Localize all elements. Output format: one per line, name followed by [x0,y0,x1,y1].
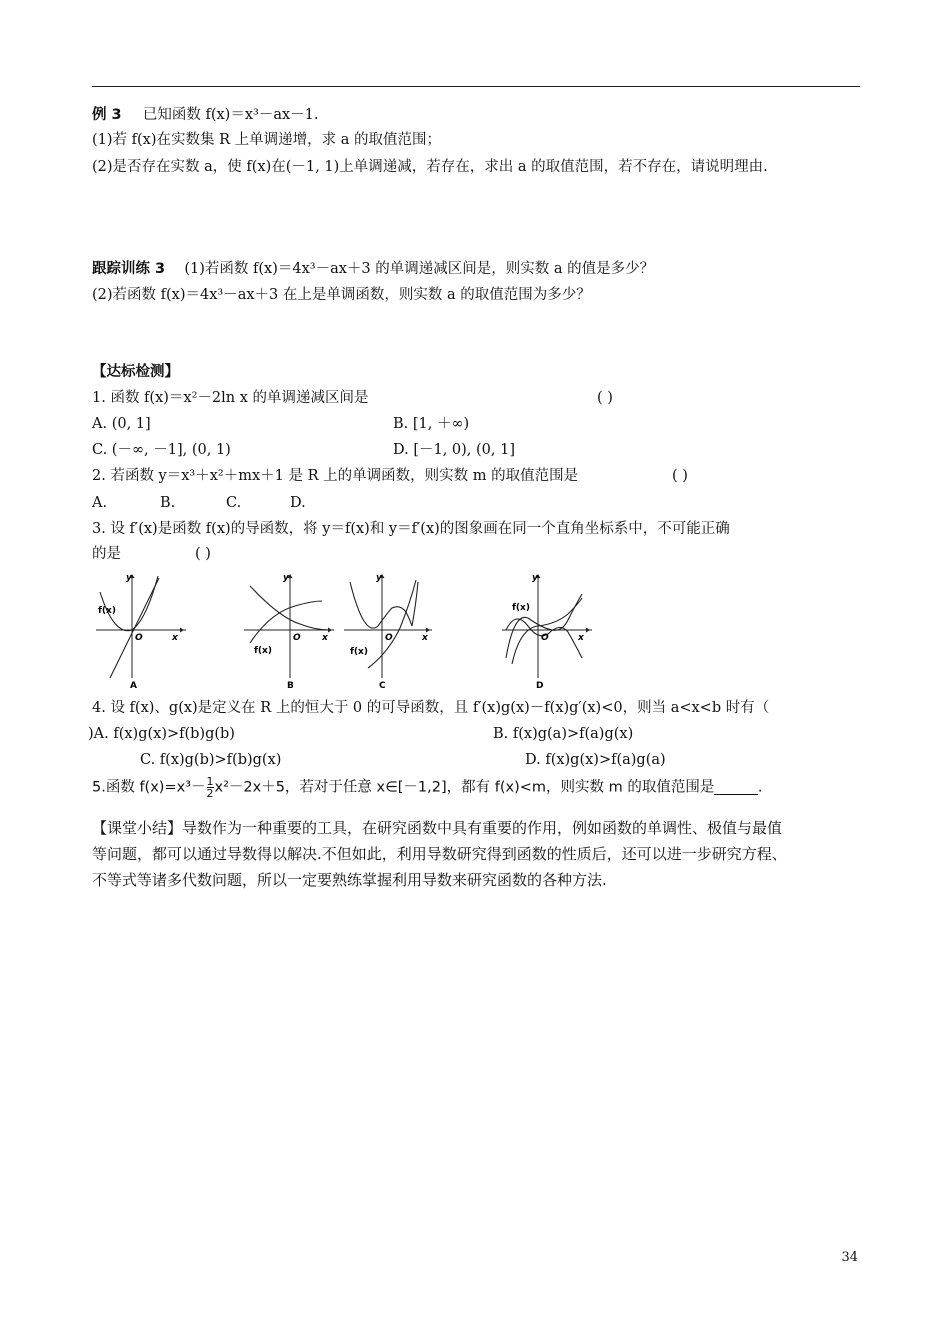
graph-c-label: C [379,681,386,690]
page-number: 34 [841,1250,858,1265]
problem1-paren: ( ) [597,390,613,406]
problem4-option-b: B. f(x)g(a)>f(a)g(x) [493,726,634,742]
problem1-stem-line [92,388,852,408]
graph-b-x-label: x [322,633,328,643]
graph-c-x-label: x [422,633,428,643]
problem3-paren: ( ) [195,546,211,562]
graph-b [240,568,340,690]
graph-d-label: D [536,681,544,690]
graph-d [498,568,598,690]
example3-stem-line [92,105,318,125]
practice3-q2: (2)若函数 f(x)＝4x³－ax＋3 在上是单调函数，则实数 a 的取值范围为多少？ [92,287,591,303]
problem1-option-d: D. [－1, 0), (0, 1] [393,442,516,458]
graph-c [338,568,438,690]
graph-d-x-label: x [578,633,584,643]
graph-c-fx-label: f(x) [350,647,368,657]
example3-q1: (1)若 f(x)在实数集 R 上单调递增，求 a 的取值范围； [92,132,442,148]
graph-b-fx-label: f(x) [254,646,272,656]
problem1-option-c: C. (－∞, －1], (0, 1) [92,442,231,458]
problem2-stem: 2. 若函数 y＝x³＋x²＋mx＋1 是 R 上的单调函数，则实数 m 的取值范围是 [92,468,579,484]
header-rule [92,86,860,87]
graph-b-y-label: y [283,573,289,583]
graph-c-y-label: y [376,573,382,583]
graph-a-y-label: y [126,573,132,583]
graph-a [92,568,192,690]
problem5-fraction [207,776,214,799]
problem1-option-b: B. [1, ＋∞) [393,416,470,432]
problem4-option-c: C. f(x)g(b)>f(b)g(x) [140,752,282,768]
problem2-option-c: C. [226,495,242,511]
graph-d-y-label: y [532,573,538,583]
problem5-post: x²－2x＋5，若对于任意 x∈[－1,2]，都有 f(x)<m，则实数 m 的取值范围是______. [214,779,763,796]
problem2-paren: ( ) [672,468,688,484]
example3-stem: 已知函数 f(x)＝x³－ax－1. [142,107,319,123]
problem4-option-a: )A. f(x)g(x)>f(b)g(b) [88,726,235,742]
problem5-line [92,776,762,799]
graph-b-origin: O [293,633,301,643]
graph-c-origin: O [385,633,393,643]
problem2-stem-line [92,466,852,486]
problem2-option-b: B. [160,495,176,511]
practice3-heading: 跟踪训练 3 [92,261,166,277]
problem3-stem2: 的是 [92,546,121,562]
summary-line1: 【课堂小结】导数作为一种重要的工具，在研究函数中具有重要的作用，例如函数的单调性、极值与最值 [92,819,783,837]
problem3-stem2-line [92,544,392,564]
summary-line2: 等问题，都可以通过导数得以解决.不但如此，利用导数研究得到函数的性质后，还可以进一步研究方程、 [92,845,787,863]
summary-line3: 不等式等诸多代数问题，所以一定要熟练掌握利用导数来研究函数的各种方法. [92,871,607,889]
graph-a-label: A [130,681,137,690]
problem5-frac-num: 1 [206,775,214,788]
problem4-option-d: D. f(x)g(x)>f(a)g(a) [525,752,666,768]
graph-d-origin: O [541,633,549,643]
graph-a-fx-label: f(x) [98,606,116,616]
practice3-q1: (1)若函数 f(x)＝4x³－ax＋3 的单调递减区间是，则实数 a 的值是多少？ [184,261,655,277]
check-heading: 【达标检测】 [92,364,179,380]
problem1-option-a: A. (0, 1] [92,416,151,432]
problem5-pre: 5.函数 f(x)=x³－ [92,779,206,796]
problem3-stem1: 3. 设 f′(x)是函数 f(x)的导函数，将 y＝f(x)和 y＝f′(x)的图象画在同一个直角坐标系中，不可能正确 [92,521,730,537]
problem4-stem: 4. 设 f(x)、g(x)是定义在 R 上的恒大于 0 的可导函数，且 f′(x)g(x)－f(x)g′(x)<0，则当 a<x<b 时有（ [92,700,770,716]
graph-d-fx-label: f(x) [512,603,530,613]
problem2-option-d: D. [290,495,306,511]
example3-heading: 例 3 [92,107,122,123]
practice3-line1 [92,259,654,279]
problem1-stem: 1. 函数 f(x)＝x²－2ln x 的单调递减区间是 [92,390,369,406]
problem2-option-a: A. [92,495,108,511]
example3-q2: (2)是否存在实数 a，使 f(x)在(－1, 1)上单调递减，若存在，求出 a 的取值范围，若不存在，请说明理由. [92,159,768,175]
graph-a-origin: O [135,633,143,643]
problem5-frac-den: 2 [206,787,214,800]
graph-b-label: B [287,681,294,690]
graph-a-x-label: x [172,633,178,643]
